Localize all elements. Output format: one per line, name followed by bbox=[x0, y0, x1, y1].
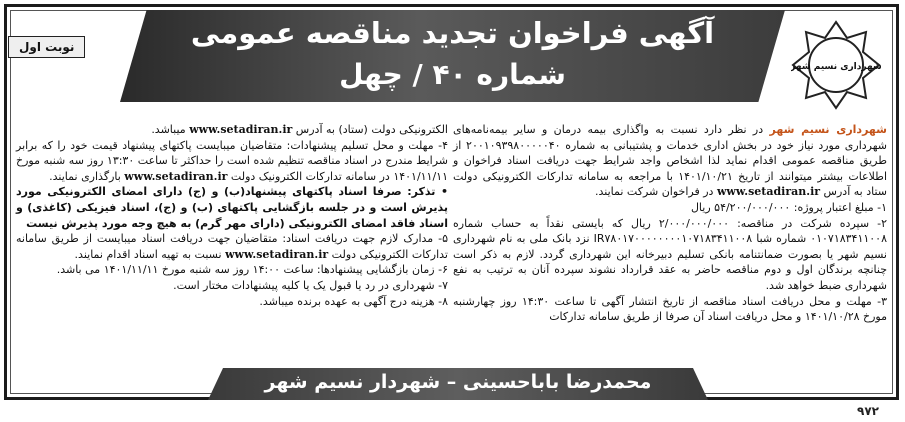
ad-title: آگهی فراخوان تجدید مناقصه عمومی bbox=[190, 16, 715, 50]
left-column bbox=[16, 122, 448, 309]
item-ad-cost: ۸- هزینه درج آگهی به عهده برنده میباشد. bbox=[259, 294, 448, 308]
continuation-paragraph bbox=[16, 122, 448, 138]
municipality-emblem-icon bbox=[791, 20, 881, 110]
ad-code: ۹۷۲ bbox=[857, 404, 879, 418]
continuation-text: الکترونیکی دولت (ستاد) به آدرس bbox=[292, 123, 448, 136]
right-column bbox=[453, 122, 887, 325]
item-submission-text: ۴- مهلت و محل تسلیم پیشنهادات: متقاضیان میبایست پاکتهای پیشنهاد قیمت خود را که برابر شرایط مندرج در اسناد مناقصه تنظیم شده است را حداکثر تا ساعت ۱۳:۳۰ روز سه شنبه مورخ ۱۴۰۱/۱۱/۱۱ در سامانه تدارکات الکترونیک دولت bbox=[16, 138, 448, 183]
item-deposit: ۲- سپرده شرکت در مناقصه: ۲/۰۰۰/۰۰۰/۰۰۰ ریال که بایستی نقداً به حساب شماره ۰۱۰۷۱۸۳۴۱۱۰۰۸ شماره شبا IR۷۸۰۱۷۰۰۰۰۰۰۰۰۱۰۷۱۸۳۴۱۱۰۰۸ نزد بانک ملی به نام شهرداری نسیم شهر یا بصورت ضمانتنامه بانکی تسلیم دبیرخانه این شهرداری گردد. لازم به ذکر است چنانچه برندگان اول و دوم مناقصه حاضر به عقد قرارداد نشوند سپرده آنان به ترتیب به نفع شهرداری ضبط خواهد شد. bbox=[453, 216, 888, 292]
item-required-text: ۵- مدارک لازم جهت دریافت اسناد: متقاضیان جهت دریافت اسناد میبایست از طریق سامانه تدارکات الکترونیکی دولت bbox=[16, 232, 448, 261]
website-link[interactable]: www.setadiran.ir bbox=[716, 185, 821, 199]
note-paragraph: • تذکر: صرفا اسناد پاکتهای پیشنهاد(ب) و (ج) دارای امضای الکترونیکی مورد پذیرش است و در جلسه بازگشایی پاکتهای (ب) و (ج)، اسناد فیزیکی (کاغذی) و اسناد فاقد امضای الکترونیکی (دارای مهر گرم) به هیچ وجه مورد پذیرش نیست bbox=[16, 185, 448, 230]
item-required-documents bbox=[16, 231, 448, 262]
item-submission bbox=[16, 138, 448, 185]
website-link[interactable]: www.setadiran.ir bbox=[225, 247, 329, 261]
item-document-deadline: ۳- مهلت و محل دریافت اسناد مناقصه از تاریخ انتشار آگهی تا ساعت ۱۴:۳۰ روز چهارشنبه مورخ ۱۴۰۱/۱۰/۲۸ و محل دریافت اسناد آن صرفا از طریق سامانه تدارکات bbox=[453, 294, 888, 324]
logo-text: شهرداری نسیم شهر bbox=[791, 62, 881, 72]
item-rejection-right: ۷- شهرداری در رد یا قبول یک یا کلیه پیشنهادات مختار است. bbox=[173, 278, 448, 292]
website-link[interactable]: www.setadiran.ir bbox=[124, 169, 228, 183]
continuation-tail: میباشد. bbox=[151, 123, 190, 136]
ad-number: شماره ۴۰ / چهل bbox=[339, 58, 566, 91]
intro-text: در نظر دارد نسبت به واگذاری بیمه درمان و سایر بیمه‌نامه‌های شهرداری مورد نیاز خود در بخش اداری خدمات و پشتیبانی به شماره ۲۰۰۱۰۹۳۹۸۰۰۰۰۰۴۰ از طریق مناقصه عمومی اقدام نماید لذا اشخاص واجد شرایط جهت دریافت اسناد فراخوان و اطلاعات بیشتر میتوانند از تاریخ ۱۴۰۱/۱۰/۲۱ با مراجعه به سامانه تدارکات الکترونیکی دولت ستاد به آدرس bbox=[453, 123, 888, 199]
organization-name: شهرداری نسیم شهر bbox=[769, 123, 887, 136]
item-submission-tail: بارگذاری نمایند. bbox=[49, 169, 125, 183]
signatory: محمدرضا باباحسینی – شهردار نسیم شهر bbox=[264, 371, 652, 393]
website-link[interactable]: www.setadiran.ir bbox=[189, 123, 293, 136]
intro-paragraph bbox=[453, 122, 887, 200]
round-tag: نوبت اول bbox=[8, 36, 85, 58]
item-budget: ۱- مبلغ اعتبار پروژه: ۵۴/۲۰۰/۰۰۰/۰۰۰ ریال bbox=[690, 200, 887, 214]
intro-tail: در فراخوان شرکت نمایند. bbox=[594, 185, 717, 199]
item-required-tail: نسبت به تهیه اسناد اقدام نمایند. bbox=[74, 247, 226, 261]
item-opening-time: ۶- زمان بازگشایی پیشنهادها: ساعت ۱۴:۰۰ روز سه شنبه مورخ ۱۴۰۱/۱۱/۱۱ می باشد. bbox=[56, 263, 448, 277]
